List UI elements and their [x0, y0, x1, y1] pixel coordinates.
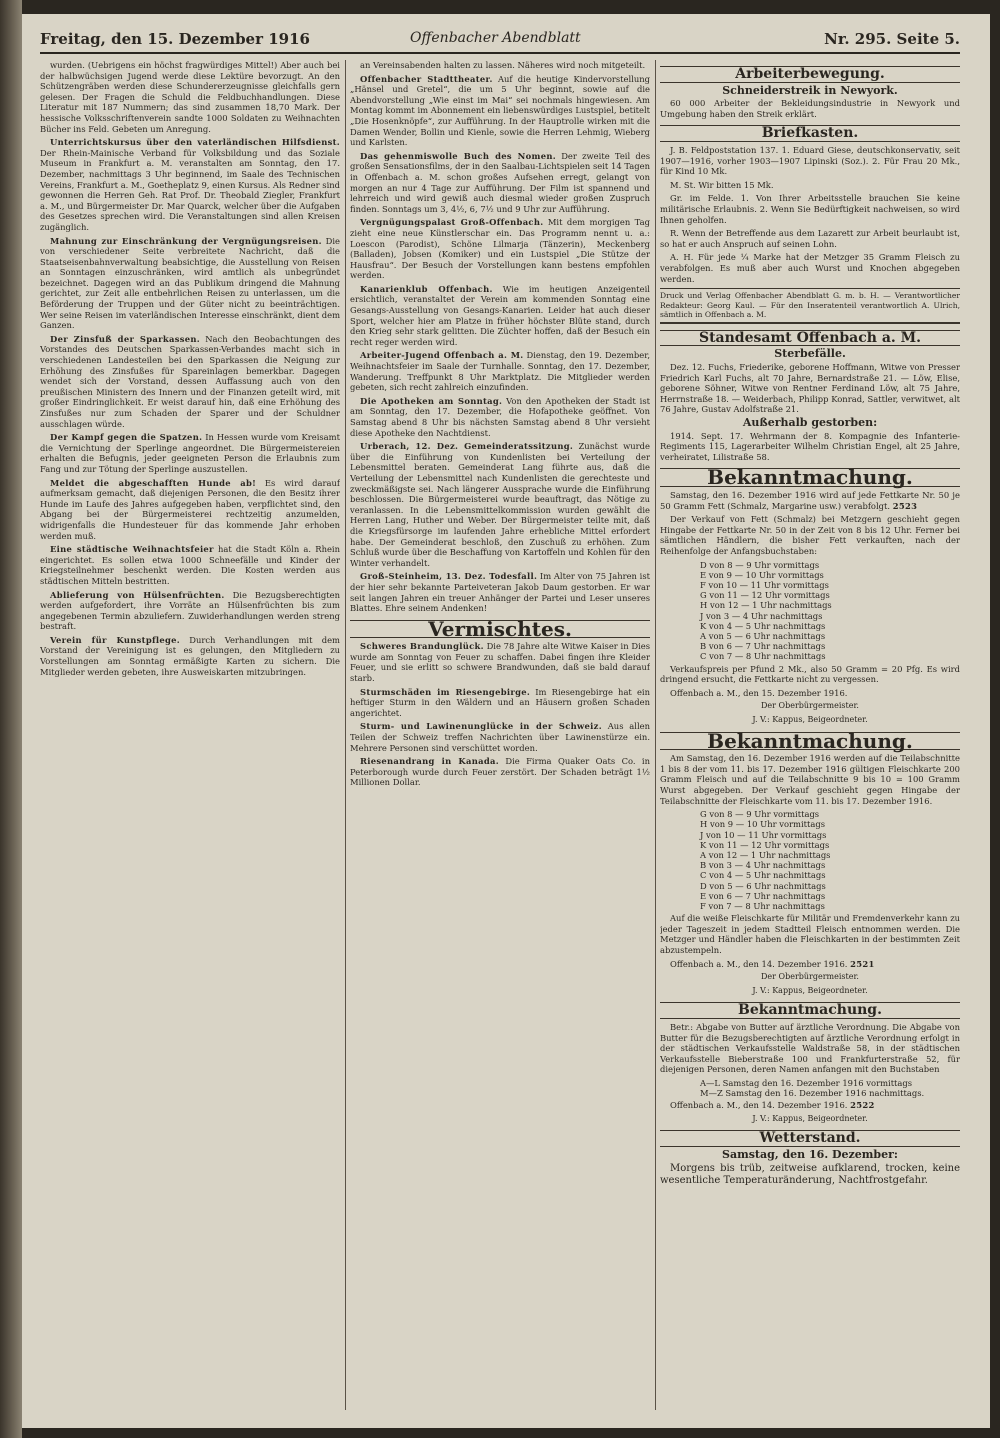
- hour-row: D von 8 — 9 Uhr vormittags: [700, 559, 820, 570]
- notice-signer: J. V.: Kappus, Beigeordneter.: [752, 1113, 868, 1123]
- hour-row: F von 10 — 11 Uhr vormittags: [700, 579, 829, 590]
- notice-heading: Bekanntmachung.: [660, 468, 960, 487]
- column-3: [660, 60, 960, 1410]
- hour-row: H von 9 — 10 Uhr vormittags: [700, 819, 826, 830]
- deaths-subheading: Sterbefälle.: [774, 347, 846, 361]
- imprint: Druck und Verlag Offenbacher Abendblatt G. m. b. H. — Verantwortlicher Redakteur: Georg Kaul. — Für den Inseratenteil verantwortlich A. Ulrich, sämtlich in Offenbach a. M.: [660, 288, 960, 324]
- hour-row: J von 3 — 4 Uhr nachmittags: [700, 610, 823, 621]
- article: Sturm- und Lawinenunglücke in der Schweiz. Aus allen Teilen der Schweiz treffen Nachrichten über Lawinenstürze ein. Mehrere Personen sind verschüttet worden.: [350, 721, 650, 753]
- notice-body: Der Verkauf von Fett (Schmalz) bei Metzgern geschieht gegen Hingabe der Fettkarte Nr. 50 in der Zeit von 8 bis 12 Uhr. Ferner bei sämtlichen Händlern, die bisher Fett verkauften, nach der Reihenfolge der Anfangsbuchstaben:: [660, 514, 960, 556]
- hour-row: C von 7 — 8 Uhr nachmittags: [700, 651, 826, 662]
- article: 60 000 Arbeiter der Bekleidungsindustrie in Newyork und Umgebung haben den Streik erklärt.: [660, 98, 960, 119]
- article: Schweres Brandunglück. Die 78 Jahre alte Witwe Kaiser in Dies wurde am Sonntag von Feuer zu schaffen. Dabei fingen ihre Kleider Feuer, und sie erlitt so schwere Brandwunden, daß sie bald darauf starb.: [350, 641, 650, 684]
- notice-signer: J. V.: Kappus, Beigeordneter.: [752, 714, 868, 724]
- deaths-list: Dez. 12. Fuchs, Friederike, geborene Hoffmann, Witwe von Presser Friedrich Karl Fuchs, alt 70 Jahre, Bernardstraße 21. — Löw, Elise, geborene Söhner, Witwe von Rentner Ferdinand Löw, alt 75 Jahre, Herrnstraße 18. — Weiderbach, Philipp Konrad, Sattler, verwitwet, alt 76 Jahre, Gustav Adolfstraße 21.: [660, 362, 960, 415]
- section-heading-letters: Briefkasten.: [660, 125, 960, 142]
- letter-reply: Gr. im Felde. 1. Von Ihrer Arbeitsstelle brauchen Sie keine militärische Erlaubnis. 2. Wenn Sie Bedürftigkeit nachweisen, so wird Ihnen geholfen.: [660, 193, 960, 225]
- hour-row: E von 6 — 7 Uhr nachmittags: [700, 890, 826, 901]
- article: Ablieferung von Hülsenfrüchten. Die Bezugsberechtigten werden aufgefordert, ihre Vorräte an Hülsenfrüchten bis zum angegebenen Termin abzuliefern. Zuwiderhandlungen werden streng bestraft.: [40, 589, 340, 632]
- abroad-list: 1914. Sept. 17. Wehrmann der 8. Kompagnie des Infanterie-Regiments 115, Lagerarbeiter Wilhelm Christian Engel, alt 25 Jahre, verheiratet, Lilistraße 58.: [660, 430, 960, 462]
- article: Vergnügungspalast Groß-Offenbach. Mit dem morgigen Tag zieht eine neue Künstlerschar ein. Das Programm nennt u. a.: Loescon (Parodist), Schöne Lilmarja (Tänzerin), Meckenberg (Balladen), Jobsen (Komiker) und ein Lustspiel „Die Stütze der Hausfrau“. Der Besuch der Vorstellungen kann bestens empfohlen werden.: [350, 217, 650, 281]
- article: Der Zinsfuß der Sparkassen. Nach den Beobachtungen des Vorstandes des Deutschen Sparkassen-Verbandes macht sich in verschiedenen Landesteilen bei den Sparkassen die Neigung zur Erhöhung des Zinsfußes für Spareinlagen bemerkbar. Dagegen wendet sich der Vorstand, dessen Auffassung auch von den preußischen Ministern des Innern und der Finanzen geteilt wird, mit großer Eindringlichkeit. Er weist darauf hin, daß eine Erhöhung des Zinsfußes nur zum Schaden der Sparer und der Schuldner ausschlagen würde.: [40, 333, 340, 429]
- weather-date: Samstag, den 16. Dezember:: [722, 1148, 898, 1162]
- notice-closing: Auf die weiße Fleischkarte für Militär und Fremdenverkehr kann zu jeder Tageszeit in jedem Stadtteil Fleisch entnommen werden. Die Metzger und Händler haben die Fleischkarten in der bestimmten Zeit abzustempeln.: [660, 913, 960, 955]
- article: an Vereinsabenden halten zu lassen. Näheres wird noch mitgeteilt.: [360, 60, 646, 70]
- hour-row: A von 5 — 6 Uhr nachmittags: [700, 630, 826, 641]
- article: Sturmschäden im Riesengebirge. Im Riesengebirge hat ein heftiger Sturm in den Wäldern und an Häusern großen Schaden angerichtet.: [350, 686, 650, 718]
- article: Unterrichtskursus über den vaterländischen Hilfsdienst. Der Rhein-Mainische Verband für Volksbildung und das Soziale Museum in Frankfurt a. M. veranstalten am Sonntag, den 17. Dezember, nachmittags 3 Uhr beginnend, im Saale des Technischen Vereins, Frankfurt a. M., Goetheplatz 9, einen Kursus. Als Redner sind gewonnen die Herren Geh. Rat Prof. Dr. Theobald Ziegler, Frankfurt a. M., und Bürgermeister Dr. Mar Quarck, welcher über die Aufgaben des Gesetzes sprechen wird. Die Veranstaltungen sind allen Kreisen zugänglich.: [40, 137, 340, 232]
- letter-reply: R. Wenn der Betreffende aus dem Lazarett zur Arbeit beurlaubt ist, so hat er auch Anspruch auf seinen Lohn.: [660, 228, 960, 249]
- hour-row: B von 6 — 7 Uhr nachmittags: [700, 641, 826, 652]
- notice-date: Offenbach a. M., den 14. Dezember 1916. 2522: [670, 1100, 875, 1111]
- page-number: Nr. 295. Seite 5.: [824, 30, 960, 48]
- column-rule: [345, 60, 346, 1410]
- hour-row: M—Z Samstag den 16. Dezember 1916 nachmittags.: [700, 1088, 925, 1099]
- section-heading-labor: Arbeiterbewegung.: [660, 66, 960, 83]
- labor-subheading: Schneiderstreik in Newyork.: [722, 83, 898, 97]
- section-heading-vermischtes: Vermischtes.: [350, 620, 650, 639]
- article: Kanarienklub Offenbach. Wie im heutigen Anzeigenteil ersichtlich, veranstaltet der Verein am kommenden Sonntag eine Gesangs-Ausstellung von Gesangs-Kanarien. Leider hat auch dieser Sport, welcher hier am Platze in früher höchster Blüte stand, durch den Krieg sehr stark gelitten. Die Züchter hoffen, daß der Besuch ein recht reger werden wird.: [350, 283, 650, 347]
- letter-reply: A. H. Für jede ¼ Marke hat der Metzger 35 Gramm Fleisch zu verabfolgen. Es muß aber auch Wurst und Knochen abgegeben werden.: [660, 252, 960, 284]
- column-rule: [655, 60, 656, 1410]
- column-1: [40, 60, 340, 1410]
- notice-intro: Samstag, den 16. Dezember 1916 wird auf jede Fettkarte Nr. 50 je 50 Gramm Fett (Schmalz, Margarine usw.) verabfolgt. 2523: [660, 490, 960, 511]
- hour-row: D von 5 — 6 Uhr nachmittags: [700, 880, 826, 891]
- article: Das gehenmiswolle Buch des Nomen. Der zweite Teil des großen Sensationsfilms, der in den Saalbau-Lichtspielen seit 14 Tagen in Offenbach a. M. schon großes Aufsehen erregt, gelangt von morgen an nur 4 Tage zur Aufführung. Der Film ist spannend und lehrreich und wird gewiß auch diesmal wieder großen Zuspruch finden. Sonntags um 3, 4½, 6, 7½ und 9 Uhr zur Aufführung.: [350, 150, 650, 214]
- notice-closing: Verkaufspreis per Pfund 2 Mk., also 50 Gramm = 20 Pfg. Es wird dringend ersucht, die Fettkarte nicht zu vergessen.: [660, 663, 960, 685]
- article: wurden. (Uebrigens ein höchst fragwürdiges Mittel!) Aber auch bei der halbwüchsigen Jugend werde diese Lektüre bevorzugt. An den Schützengräben werden diese Schundererzeugnisse gleichfalls gern gelesen. Der Fragen die Schuld die Feldbuchhandlungen. Diese Literatur mit 187 Nummern; das sind zusammen 18,70 Mark. Der hessische Volksschriftenverein sandte 1000 Soldaten zu Weihnachten Bücher ins Feld. Gebeten um Anregung.: [40, 60, 340, 134]
- notice-heading: Bekanntmachung.: [660, 732, 960, 751]
- article: Arbeiter-Jugend Offenbach a. M. Dienstag, den 19. Dezember, Weihnachtsfeier im Saale der Turnhalle. Sonntag, den 17. Dezember, Wanderung. Treffpunkt 8 Uhr Marktplatz. Die Mitglieder werden gebeten, sich recht zahlreich einzufinden.: [350, 350, 650, 393]
- notice-intro: Am Samstag, den 16. Dezember 1916 werden auf die Teilabschnitte 1 bis 8 der vom 11. bis 17. Dezember 1916 gültigen Fleischkarte 200 Gramm Fleisch und auf die Teilabschnitte 9 bis 10 = 100 Gramm Wurst abgegeben. Der Verkauf geschieht gegen Hingabe der Teilabschnitte der Fleischkarte vom 11. bis 17. Dezember 1916.: [660, 753, 960, 806]
- letter-reply: M. St. Wir bitten 15 Mk.: [670, 179, 774, 190]
- weather-forecast: Morgens bis trüb, zeitweise aufklarend, trocken, keine wesentliche Temperaturänderung, Nachtfrostgefahr.: [660, 1162, 960, 1186]
- notice-office: Der Oberbürgermeister.: [761, 972, 859, 982]
- hour-row: E von 9 — 10 Uhr vormittags: [700, 569, 824, 580]
- hour-row: A—L Samstag den 16. Dezember 1916 vormittags: [700, 1077, 913, 1088]
- paper-title: Offenbacher Abendblatt: [410, 30, 581, 46]
- article: Offenbacher Stadttheater. Auf die heutige Kindervorstellung „Hänsel und Gretel“, die um 5 Uhr beginnt, sowie auf die Abendvorstellung „Wie einst im Mai“ sei nochmals hingewiesen. Am Montag kommt im Abonnement ein liebenswürdiges Lustspiel, betitelt „Die Hosenknöpfe“, zur Aufführung. In der Hauptrolle wirken mit die Damen Wender, Bollin und Kienle, sowie die Herren Lehmig, Wieberg und Karlsten.: [350, 73, 650, 148]
- hour-row: G von 8 — 9 Uhr vormittags: [700, 809, 820, 820]
- sales-hours: [700, 560, 960, 662]
- article: Verein für Kunstpflege. Durch Verhandlungen mit dem Vorstand der Vereinigung ist es gelungen, den Mitgliedern zu Vorstellungen am Sonntag ermäßigte Karten zu sichern. Die Mitglieder werden gebeten, ihre Ausweiskarten mitzubringen.: [40, 634, 340, 677]
- hour-row: K von 11 — 12 Uhr vormittags: [700, 839, 830, 850]
- column-2: [350, 60, 650, 1410]
- hour-row: A von 12 — 1 Uhr nachmittags: [700, 849, 831, 860]
- hour-row: F von 7 — 8 Uhr nachmittags: [700, 900, 825, 911]
- article: Der Kampf gegen die Spatzen. In Hessen wurde vom Kreisamt die Vernichtung der Sperlinge angeordnet. Die Bürgermeistereien erhalten die Befugnis, jeder geeigneten Person die Erlaubnis zum Fang und zur Tötung der Sperlinge auszustellen.: [40, 432, 340, 474]
- hour-row: K von 4 — 5 Uhr nachmittags: [700, 620, 826, 631]
- hour-row: G von 11 — 12 Uhr vormittags: [700, 590, 830, 601]
- notice-signer: J. V.: Kappus, Beigeordneter.: [752, 985, 868, 995]
- sales-hours: [700, 1078, 960, 1098]
- hour-row: J von 10 — 11 Uhr vormittags: [700, 829, 827, 840]
- hour-row: H von 12 — 1 Uhr nachmittags: [700, 600, 832, 611]
- notice-office: Der Oberbürgermeister.: [761, 701, 859, 711]
- hour-row: B von 3 — 4 Uhr nachmittags: [700, 860, 826, 871]
- notice-date: Offenbach a. M., den 15. Dezember 1916.: [670, 687, 848, 698]
- sales-hours: [700, 809, 960, 911]
- abroad-subheading: Außerhalb gestorben:: [742, 416, 878, 430]
- section-heading-registry: Standesamt Offenbach a. M.: [660, 330, 960, 347]
- article: Die Apotheken am Sonntag. Von den Apotheken der Stadt ist am Sonntag, den 17. Dezember, die Hofapotheke geöffnet. Von Samstag abend 8 Uhr bis nächsten Samstag abend 8 Uhr versieht diese Apotheke den Nachtdienst.: [350, 395, 650, 438]
- letter-reply: J. B. Feldpoststation 137. 1. Eduard Giese, deutschkonservativ, seit 1907—1916, vorher 1903—1907 Lipinski (Soz.). 2. Für Frau 20 Mk., für Kind 10 Mk.: [660, 144, 960, 177]
- article: Urberach, 12. Dez. Gemeinderatssitzung. Zunächst wurde über die Einführung von Kundenlisten bei Verteilung der Lebensmittel beraten. Gemeinderat Lang führte aus, daß die Verteilung der Lebensmittel nach Kundenlisten die gerechteste und zweckmäßigste sei. Nach längerer Aussprache wurde die Einführung beschlossen. Die Bürgermeisterei wurde beauftragt, das Nötige zu veranlassen. In die Lebensmittelkommission wurden gewählt die Herren Lang, Huther und Weber. Der Bürgermeister teilte mit, daß die Kriegsfürsorge im laufenden Jahre erhebliche Mittel erfordert habe. Der Gemeinderat beschloß, den Zuschuß zu erhöhen. Zum Schluß wurde über die Beschaffung von Kartoffeln und Kohlen für den Winter verhandelt.: [350, 441, 650, 568]
- notice-heading: Bekanntmachung.: [660, 1002, 960, 1019]
- article: Riesenandrang in Kanada. Die Firma Quaker Oats Co. in Peterborough wurde durch Feuer zerstört. Der Schaden beträgt 1½ Millionen Dollar.: [350, 756, 650, 788]
- article: Eine städtische Weihnachtsfeier hat die Stadt Köln a. Rhein eingerichtet. Es sollen etwa 1000 Schneefälle und Kinder der Kriegsteilnehmer beschenkt werden. Die Kosten werden aus städtischen Mitteln bestritten.: [40, 544, 340, 586]
- section-heading-weather: Wetterstand.: [660, 1130, 960, 1147]
- issue-date: Freitag, den 15. Dezember 1916: [40, 30, 310, 48]
- notice-body: Betr.: Abgabe von Butter auf ärztliche Verordnung. Die Abgabe von Butter für die Bezugsberechtigten auf ärztliche Verordnung erfolgt in der städtischen Verkaufsstelle Waldstraße 58, in der städtischen Verkaufsstelle Bieberstraße 100 und Frankfurterstraße 52, für diejenigen Personen, deren Namen anfangen mit den Buchstaben: [660, 1021, 960, 1075]
- article: Mahnung zur Einschränkung der Vergnügungsreisen. Die von verschiedener Seite verbreitete Nachricht, daß die Staatseisenbahnverwaltung beabsichtige, die Ausstellung von Reisen an Sonntagen einzuschränken, wird amtlich als unbegründet bezeichnet. Dagegen wird an das Publikum dringend die Mahnung gerichtet, zur Zeit alle entbehrlichen Reisen zu unterlassen, um die Beförderung der Truppen und der Güter nicht zu beeinträchtigen. Wer seine Reisen im vaterländischen Interesse einschränkt, dient dem Ganzen.: [40, 235, 340, 331]
- notice-date: Offenbach a. M., den 14. Dezember 1916. 2521: [670, 958, 875, 969]
- masthead: [40, 30, 960, 54]
- article: Meldet die abgeschafften Hunde ab! Es wird darauf aufmerksam gemacht, daß diejenigen Personen, die den Besitz ihrer Hunde im Laufe des Jahres aufgegeben haben, verpflichtet sind, den Abgang bei der Bürgermeisterei rechtzeitig anzumelden, widrigenfalls die Hundesteuer für das kommende Jahr erhoben werden muß.: [40, 477, 340, 541]
- hour-row: C von 4 — 5 Uhr nachmittags: [700, 870, 826, 881]
- article: Groß-Steinheim, 13. Dez. Todesfall. Im Alter von 75 Jahren ist der hier sehr bekannte Parteiveteran Jakob Daum gestorben. Er war seit langen Jahren ein treuer Anhänger der Partei und Leser unseres Blattes. Ehre seinem Andenken!: [350, 571, 650, 614]
